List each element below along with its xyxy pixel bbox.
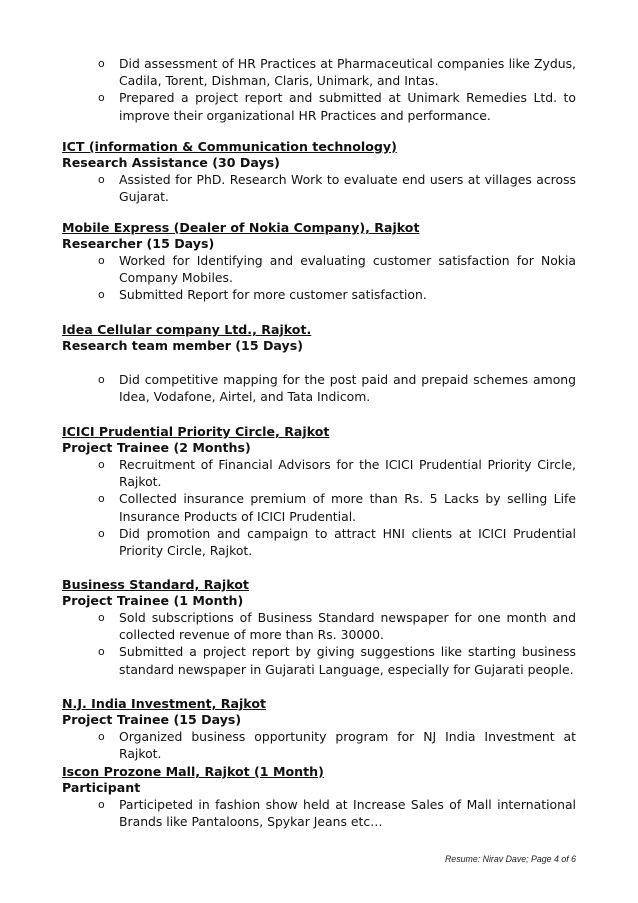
list-item: o Sold subscriptions of Business Standard newspaper for one month and collected revenue of more than Rs. 30000. (98, 609, 576, 643)
bullet-list (98, 796, 576, 830)
bullet-list (98, 252, 576, 304)
company-name: ICICI Prudential Priority Circle, Rajkot (62, 424, 330, 439)
company-name: Mobile Express (Dealer of Nokia Company), Rajkot (62, 220, 420, 235)
company-name: Business Standard, Rajkot (62, 577, 249, 592)
list-item: o Did assessment of HR Practices at Pharmaceutical companies like Zydus, Cadila, Torent, Dishman, Claris, Unimark, and Intas. (98, 55, 576, 89)
bullet-list (98, 55, 576, 124)
role-title: Researcher (15 Days) (62, 236, 215, 251)
list-item: o Did competitive mapping for the post paid and prepaid schemes among Idea, Vodafone, Airtel, and Tata Indicom. (98, 371, 576, 405)
bullet-list (98, 728, 576, 762)
bullet-list (98, 171, 576, 205)
top-bullets-block (62, 55, 576, 124)
role-title: Project Trainee (15 Days) (62, 712, 242, 727)
list-item: o Submitted a project report by giving suggestions like starting business standard newspaper in Gujarati Language, especially for Gujarati people. (98, 643, 576, 677)
experience-business-standard (62, 577, 576, 678)
role-title: Research team member (15 Days) (62, 338, 303, 353)
list-item: o Worked for Identifying and evaluating customer satisfaction for Nokia Company Mobiles. (98, 252, 576, 286)
experience-nj-india (62, 696, 576, 762)
experience-icici (62, 424, 576, 559)
list-item: o Did promotion and campaign to attract HNI clients at ICICI Prudential Priority Circle, Rajkot. (98, 525, 576, 559)
role-title: Research Assistance (30 Days) (62, 155, 280, 170)
experience-mobile-express (62, 220, 576, 304)
bullet-list (98, 456, 576, 559)
list-item: o Collected insurance premium of more than Rs. 5 Lacks by selling Life Insurance Products of ICICI Prudential. (98, 490, 576, 524)
company-name: Idea Cellular company Ltd., Rajkot. (62, 322, 312, 337)
role-title: Project Trainee (2 Months) (62, 440, 251, 455)
company-name: N.J. India Investment, Rajkot (62, 696, 267, 711)
experience-iscon-mall (62, 764, 576, 830)
experience-ict (62, 139, 576, 205)
bullet-list (98, 609, 576, 678)
list-item: o Participeted in fashion show held at Increase Sales of Mall international Brands like Pantaloons, Spykar Jeans etc… (98, 796, 576, 830)
role-title: Project Trainee (1 Month) (62, 593, 244, 608)
company-name: Iscon Prozone Mall, Rajkot (1 Month) (62, 764, 324, 779)
list-item: o Prepared a project report and submitted at Unimark Remedies Ltd. to improve their organizational HR Practices and performance. (98, 89, 576, 123)
company-name: ICT (information & Communication technology) (62, 139, 397, 154)
bullet-list (98, 371, 576, 405)
list-item: o Assisted for PhD. Research Work to evaluate end users at villages across Gujarat. (98, 171, 576, 205)
experience-idea-cellular (62, 322, 576, 405)
list-item: o Recruitment of Financial Advisors for the ICICI Prudential Priority Circle, Rajkot. (98, 456, 576, 490)
list-item: o Submitted Report for more customer satisfaction. (98, 286, 576, 303)
list-item: o Organized business opportunity program for NJ India Investment at Rajkot. (98, 728, 576, 762)
role-title: Participant (62, 780, 141, 795)
page-footer: Resume: Nirav Dave; Page 4 of 6 (444, 854, 576, 864)
